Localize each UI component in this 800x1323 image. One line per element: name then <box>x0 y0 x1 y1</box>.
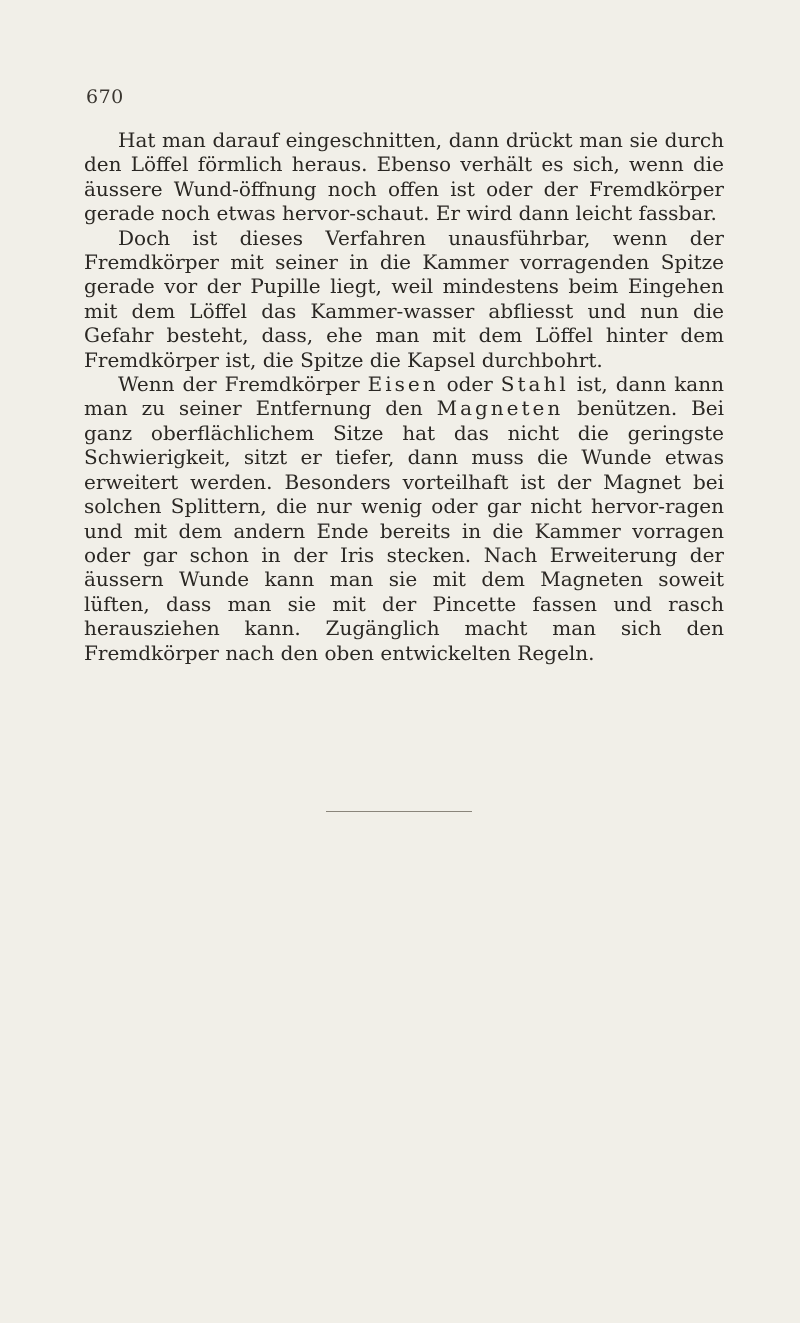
term-eisen: Eisen <box>367 372 439 397</box>
body-text <box>84 128 724 665</box>
paragraph-3-text-d: benützen. Bei ganz oberflächlichem Sitze hat das nicht die geringste Schwierigkeit, sitzt er tiefer, dann muss die Wunde etwas erweitert werden. Besonders vorteilhaft ist der Magnet bei solchen Splittern, die nur wenig oder gar nicht hervor-ragen und mit dem andern Ende bereits in die Kammer vorragen oder gar schon in der Iris stecken. Nach Erweiterung der äussern Wunde kann man sie mit dem Magneten soweit lüften, dass man sie mit der Pincette fassen und rasch herausziehen kann. Zugänglich macht man sich den Fremdkörper nach den oben entwickelten Regeln. <box>84 396 724 665</box>
page-number: 670 <box>86 86 124 108</box>
paragraph-3 <box>84 372 724 665</box>
paragraph-2: Doch ist dieses Verfahren unausführbar, wenn der Fremdkörper mit seiner in die Kammer vorragenden Spitze gerade vor der Pupille liegt, weil mindestens beim Eingehen mit dem Löffel das Kammer-wasser abfliesst und nun die Gefahr besteht, dass, ehe man mit dem Löffel hinter dem Fremdkörper ist, die Spitze die Kapsel durchbohrt. <box>84 225 724 372</box>
section-divider <box>326 811 472 812</box>
paragraph-3-text-a: Wenn der Fremdkörper <box>118 372 368 397</box>
paragraph-1: Hat man darauf eingeschnitten, dann drückt man sie durch den Löffel förmlich heraus. Ebenso verhält es sich, wenn die äussere Wund-öffnung noch offen ist oder der Fremdkörper gerade noch etwas hervor-schaut. Er wird dann leicht fassbar. <box>84 128 724 226</box>
paragraph-3-text-c: ist, dann kann man zu seiner Entfernung den <box>84 372 724 421</box>
term-magneten: Magneten <box>436 396 564 421</box>
term-stahl: Stahl <box>500 372 569 397</box>
paragraph-3-text-b: oder <box>438 372 501 397</box>
